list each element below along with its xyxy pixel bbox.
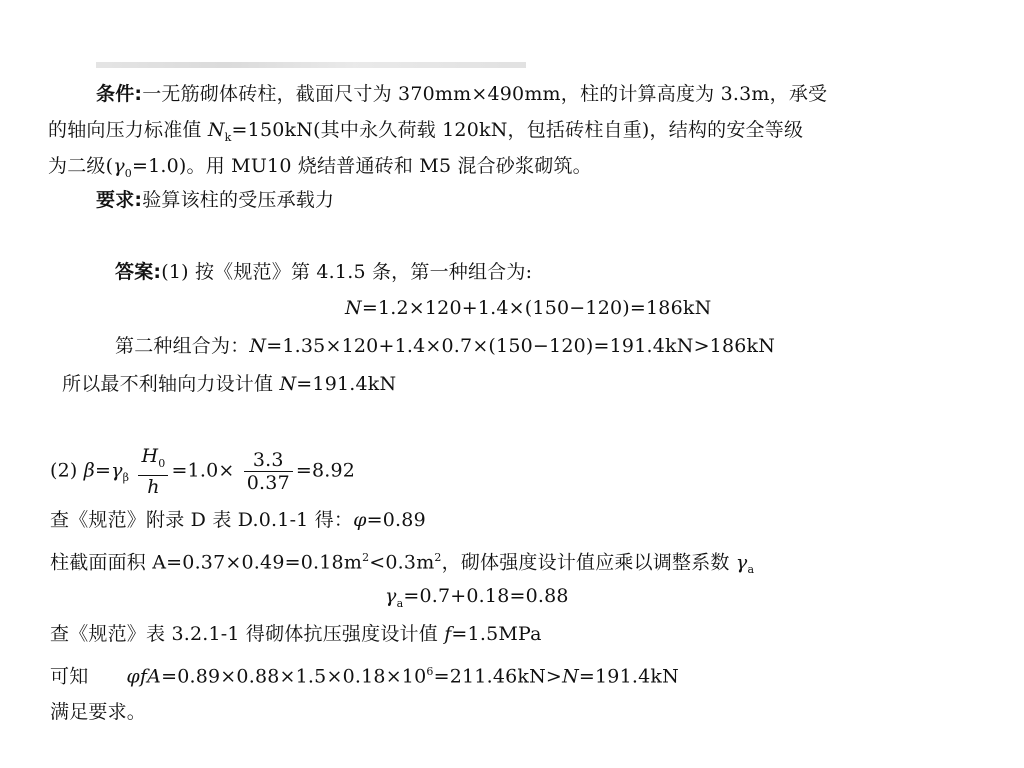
requirement-line: 要求:验算该柱的受压承载力	[96, 189, 335, 211]
condition-label: 条件:	[96, 83, 143, 105]
condition-line-2: 的轴向压力标准值 $N_k=150kN$(其中永久荷载 120kN，包括砖柱自重)，结构的安全等级	[48, 119, 804, 144]
combination-1-equation: N=1.2×120+1.4×(150−120)=186kN	[345, 297, 712, 319]
combination-2-equation: 第二种组合为：N=1.35×120+1.4×0.7×(150−120)=191.4kN>186kN	[115, 335, 776, 357]
stability-coefficient-lookup: 查《规范》附录 D 表 D.0.1-1 得：φ=0.89	[50, 509, 426, 531]
height-ratio-fraction: $\frac{H_0}{h}$	[138, 445, 168, 498]
answer-label: 答案:	[115, 261, 162, 283]
bearing-capacity-check: 可知 $\varphi fA=0.89\times 0.88\times 1.5\times 0.18\times 10^6=211.46kN>N=191.4kN$	[50, 665, 679, 688]
numeric-ratio-fraction: $\frac{3.3}{0.37}$	[244, 449, 293, 494]
answer-line: 答案:(1) 按《规范》第 4.1.5 条，第一种组合为:	[115, 261, 533, 283]
condition-line-3: 为二级$(\gamma_0=1.0)$。用 MU10 烧结普通砖和 M5 混合砂浆砌筑。	[48, 155, 592, 180]
scan-edge-artifact	[96, 62, 526, 68]
final-conclusion: 满足要求。	[50, 701, 147, 723]
design-axial-force-conclusion: 所以最不利轴向力设计值 N=191.4kN	[62, 373, 397, 395]
adjustment-coefficient-equation: $\gamma_a=0.7+0.18=0.88$	[385, 585, 569, 610]
section-area-line: 柱截面面积 $A=0.37\times 0.49=0.18m^2<0.3m^2$，砌体强度设计值应乘以调整系数 $\gamma_a$	[50, 551, 755, 577]
requirement-label: 要求:	[96, 189, 143, 211]
condition-line-1: 条件:一无筋砌体砖柱，截面尺寸为 370mm×490mm，柱的计算高度为 3.3m，承受	[96, 83, 828, 105]
slenderness-equation: (2) $\beta=\gamma_\beta$ $\frac{H_0}{h}$ =1.0× $\frac{3.3}{0.37}$ =8.92	[50, 445, 356, 498]
compressive-strength-lookup: 查《规范》表 3.2.1-1 得砌体抗压强度设计值 f=1.5MPa	[50, 623, 542, 645]
